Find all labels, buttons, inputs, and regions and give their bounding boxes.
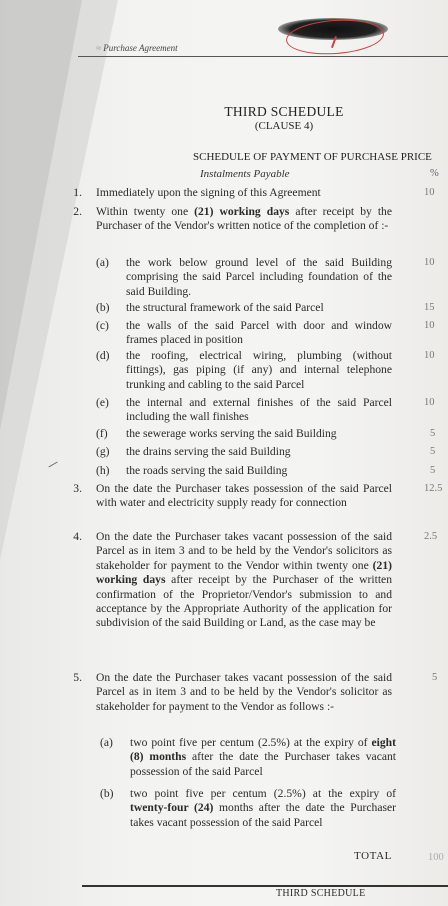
item-percent: 2.5: [424, 531, 438, 542]
item-number: 1.: [73, 186, 82, 199]
sub-item-text: the internal and external finishes of the said Parcel including the wall finishes: [126, 396, 392, 424]
percent-header: %: [430, 168, 439, 179]
item-percent: 10: [424, 257, 435, 268]
item-number: 3.: [73, 482, 82, 495]
sub-item-text: the roads serving the said Building: [126, 464, 288, 477]
instalments-label: Instalments Payable: [200, 168, 290, 180]
sub-item-text: two point five per centum (2.5%) at the expiry of twenty-four (24) months after the date the Purchaser takes vacant possession of the said Parcel: [130, 787, 396, 829]
header-rule: [78, 56, 448, 57]
sub-item-letter: (f): [96, 427, 108, 440]
item-text: On the date the Purchaser takes vacant possession of the said Parcel as in item 3 and to be held by the Vendor's solicitor as stakeholder for payment to the Vendor as follows :-: [96, 671, 392, 713]
item-number: 4.: [73, 530, 82, 543]
sub-item-letter: (a): [100, 736, 113, 749]
sub-item-letter: (h): [96, 464, 110, 477]
item-percent: 5: [430, 446, 436, 457]
item-text: Within twenty one (21) working days after receipt by the Purchaser of the Vendor's written notice of the completion of :-: [96, 205, 392, 233]
item-percent: 10: [424, 187, 435, 198]
item-percent: 5: [430, 465, 436, 476]
item-percent: 10: [424, 397, 435, 408]
item-percent: 10: [424, 320, 435, 331]
item-number: 2.: [73, 205, 82, 218]
item-percent: 10: [424, 350, 435, 361]
total-label: TOTAL: [354, 850, 392, 862]
item-number: 5.: [73, 671, 82, 684]
sub-item-letter: (b): [100, 787, 114, 800]
running-footer: THIRD SCHEDULE: [276, 888, 366, 899]
item-percent: 15: [424, 302, 435, 313]
sub-item-text: the sewerage works serving the said Building: [126, 427, 337, 440]
footer-rule: [82, 885, 448, 887]
sub-item-letter: (a): [96, 256, 109, 269]
sub-item-text: the walls of the said Parcel with door and window frames placed in position: [126, 319, 392, 347]
sub-item-text: the work below ground level of the said Building comprising the said Parcel including foundation of the said Building.: [126, 256, 392, 298]
sub-item-letter: (g): [96, 445, 110, 458]
sub-item-letter: (e): [96, 396, 109, 409]
total-percent: 100: [428, 852, 444, 863]
sub-item-text: the drains serving the said Building: [126, 445, 291, 458]
running-header: ≈ Purchase Agreement: [96, 43, 178, 53]
sub-item-letter: (c): [96, 319, 109, 332]
schedule-title: THIRD SCHEDULE: [224, 104, 344, 119]
item-percent: 5: [432, 672, 438, 683]
item-text: On the date the Purchaser takes possession of the said Parcel with water and electricity supply ready for connection: [96, 482, 392, 510]
item-text: On the date the Purchaser takes vacant possession of the said Parcel as in item 3 and to be held by the Vendor's solicitors as stakeholder for payment to the Vendor within twenty one (21) working days after receipt by the Purchaser of the written confirmation of the Proprietor/Vendor's submission to and acceptance by the Appropriate Authority of the application for subdivision of the said Building or Land, as the case may be: [96, 530, 392, 630]
item-text: Immediately upon the signing of this Agreement: [96, 186, 321, 199]
sub-item-text: the roofing, electrical wiring, plumbing (without fittings), gas piping (if any) and internal telephone trunking and cabling to the said Parcel: [126, 349, 392, 391]
sub-item-letter: (b): [96, 301, 110, 314]
item-percent: 12.5: [424, 483, 443, 494]
sub-item-text: the structural framework of the said Parcel: [126, 301, 324, 314]
schedule-heading: SCHEDULE OF PAYMENT OF PURCHASE PRICE: [193, 151, 432, 163]
clause-reference: (CLAUSE 4): [254, 120, 314, 132]
item-percent: 5: [430, 428, 436, 439]
sub-item-letter: (d): [96, 349, 110, 362]
sub-item-text: two point five per centum (2.5%) at the expiry of eight (8) months after the date the Purchaser takes vacant possession of the said Parcel: [130, 736, 397, 778]
